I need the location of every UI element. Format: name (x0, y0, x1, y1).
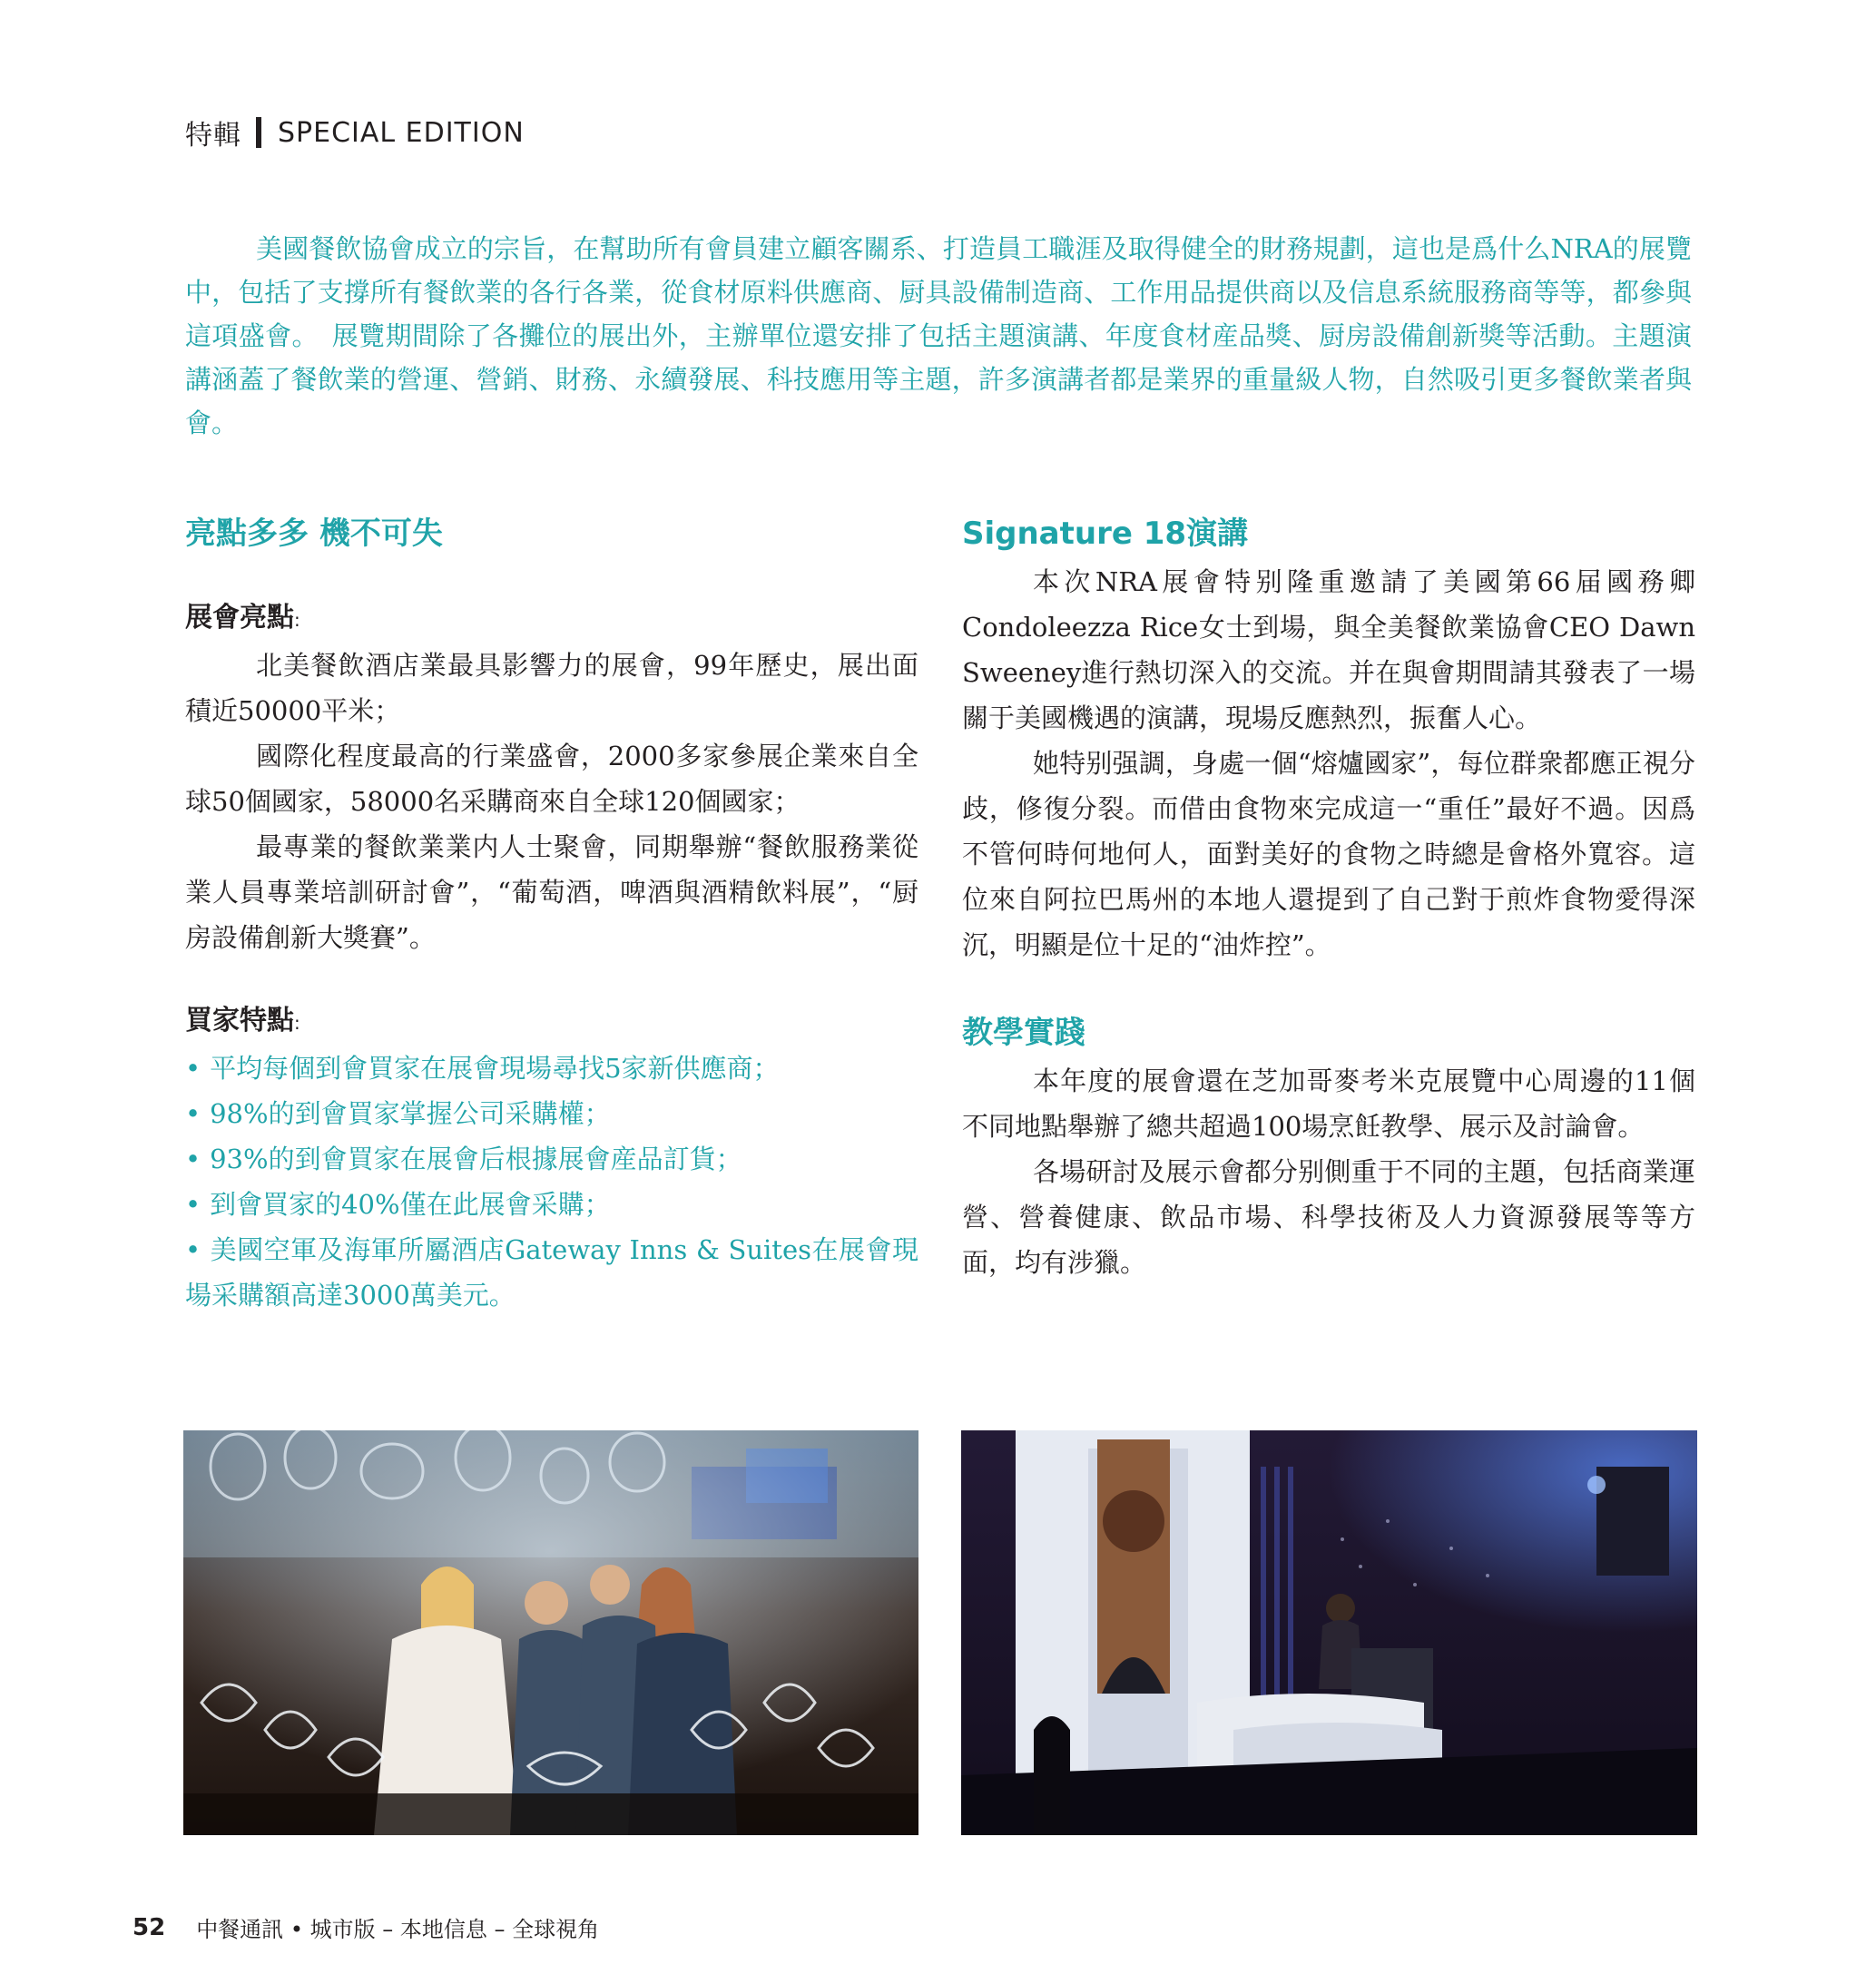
bullet-icon: • (185, 1098, 201, 1129)
intro-paragraph: 美國餐飲協會成立的宗旨，在幫助所有會員建立顧客關系、打造員工職涯及取得健全的財務規劃，這也是爲什么NRA的展覽中，包括了支撐所有餐飲業的各行各業，從食材原料供應商、厨具設備制造商、工作用品提供商以及信息系統服務商等等，都參與這項盛會。 展覽期間除了各攤位的展出外，主辦單位還安排了包括主題演講、年度食材産品獎、厨房設備創新獎等活動。主題演講涵蓋了餐飲業的營運、營銷、財務、永續發展、科技應用等主題，許多演講者都是業界的重量級人物，自然吸引更多餐飲業者與會。 (185, 233, 1692, 438)
page-footer (133, 1911, 599, 1943)
list-item (185, 1182, 918, 1227)
highlight-paragraph: 最專業的餐飲業業内人士聚會，同期舉辦“餐飲服務業從業人員專業培訓研討會”，“葡萄酒，啤酒與酒精飲料展”，“厨房設備創新大獎賽”。 (185, 831, 918, 953)
list-item (185, 1227, 918, 1318)
list-item-text: 美國空軍及海軍所屬酒店Gateway Inns & Suites在展會現場采購額高達3000萬美元。 (185, 1234, 918, 1311)
header-divider (256, 117, 261, 148)
right-column (962, 508, 1695, 1285)
page-number: 52 (133, 1913, 166, 1941)
expo-glassware-photo (183, 1430, 918, 1835)
bullet-icon: • (185, 1144, 201, 1174)
teaching-paragraph: 本年度的展會還在芝加哥麥考米克展覽中心周邊的11個不同地點舉辦了總共超過100場烹飪教學、展示及討論會。 (962, 1066, 1695, 1142)
bullet-icon: • (185, 1234, 201, 1265)
teaching-paragraph: 各場研討及展示會都分别側重于不同的主題，包括商業運營、營養健康、飲品市場、科學技術及人力資源發展等等方面，均有涉獵。 (962, 1156, 1695, 1278)
highlight-paragraph: 國際化程度最高的行業盛會，2000多家參展企業來自全球50個國家，58000名采購商來自全球120個國家； (185, 741, 918, 817)
buyer-features-heading-text: 買家特點 (185, 1005, 294, 1036)
left-column (185, 508, 918, 1318)
list-item (185, 1046, 918, 1091)
list-item-text: 到會買家的40%僅在此展會采購； (210, 1189, 611, 1220)
edition-label: SPECIAL EDITION (278, 116, 525, 149)
expo-highlights-heading-text: 展會亮點 (185, 602, 294, 634)
heading-colon: : (294, 609, 300, 631)
signature-section-title: Signature 18演講 (962, 516, 1249, 552)
expo-highlights-heading (185, 595, 918, 643)
list-item (185, 1091, 918, 1136)
bullet-icon: • (185, 1053, 201, 1084)
buyer-features-list (185, 1046, 918, 1318)
heading-colon: : (294, 1012, 300, 1034)
bullet-icon: • (185, 1189, 201, 1220)
signature-paragraph: 本次NRA展會特别隆重邀請了美國第66届國務卿Condoleezza Rice女士到場，與全美餐飲業協會CEO Dawn Sweeney進行熱切深入的交流。并在與會期間請其發表了一場關于美國機遇的演講，現場反應熱烈，振奮人心。 (962, 566, 1695, 733)
speaker-stage-photo (961, 1430, 1697, 1835)
page-header (185, 113, 525, 152)
highlight-paragraph: 北美餐飲酒店業最具影響力的展會，99年歷史，展出面積近50000平米； (185, 650, 918, 726)
teaching-section-title: 教學實踐 (962, 1015, 1085, 1051)
list-item-text: 98%的到會買家掌握公司采購權； (210, 1098, 611, 1129)
section-label: 特輯 (185, 120, 241, 152)
speaker-stage-illustration (961, 1430, 1697, 1835)
list-item (185, 1136, 918, 1182)
signature-paragraph: 她特别强調，身處一個“熔爐國家”，每位群衆都應正視分歧，修復分裂。而借由食物來完成這一“重任”最好不過。因爲不管何時何地何人，面對美好的食物之時總是會格外寬容。這位來自阿拉巴馬州的本地人還提到了自己對于煎炸食物愛得深沉，明顯是位十足的“油炸控”。 (962, 748, 1695, 960)
publication-tagline: 中餐通訊 • 城市版 – 本地信息 – 全球視角 (196, 1917, 600, 1942)
list-item-text: 平均每個到會買家在展會現場尋找5家新供應商； (210, 1053, 780, 1084)
list-item-text: 93%的到會買家在展會后根據展會産品訂貨； (210, 1144, 742, 1174)
expo-glassware-illustration (183, 1430, 918, 1835)
buyer-features-heading (185, 998, 918, 1046)
highlights-section-title: 亮點多多 機不可失 (185, 516, 443, 552)
